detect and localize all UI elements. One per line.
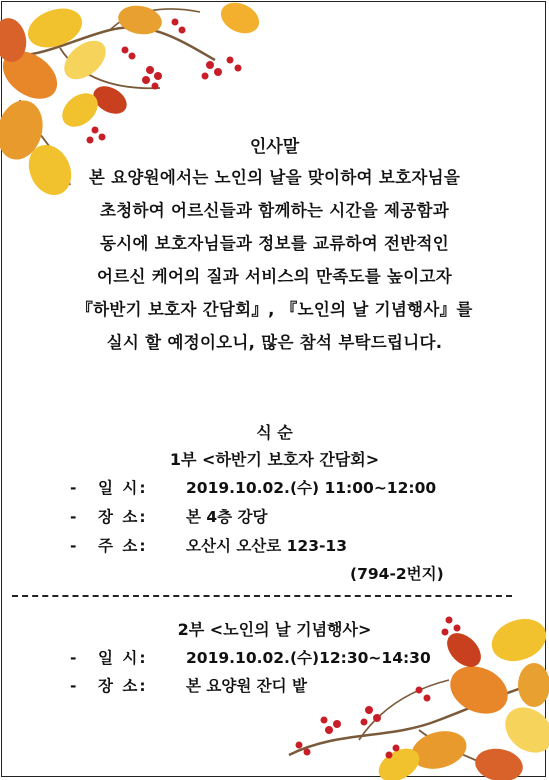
row-label: 장 소: — [98, 677, 148, 695]
row-label: 일 시: — [98, 649, 148, 667]
row-label: 장 소: — [98, 508, 148, 526]
row-value: 2019.10.02.(수)12:30~14:30 — [186, 649, 431, 667]
row-value: 본 4층 강당 — [186, 508, 268, 526]
greeting-line: 동시에 보호자님들과 정보를 교류하여 전반적인 — [100, 234, 449, 253]
part2-title: 2부 <노인의 날 기념행사> — [177, 620, 372, 639]
part1-place-row — [70, 505, 267, 527]
part1-date-row — [70, 476, 436, 498]
bullet-dash: - — [70, 649, 77, 667]
part1-address-row — [70, 534, 347, 556]
bullet-dash: - — [70, 677, 77, 695]
bullet-dash: - — [70, 479, 77, 497]
greeting-title: 인사말 — [249, 137, 300, 157]
row-value: 본 요양원 잔디 밭 — [186, 677, 308, 695]
row-label: 주 소: — [98, 537, 148, 555]
greeting-line: 실시 할 예정이오니, 많은 참석 부탁드립니다. — [106, 333, 443, 352]
address-lot-number: (794-2번지) — [350, 565, 444, 583]
greeting-line: 초청하여 어르신들과 함께하는 시간을 제공함과 — [100, 201, 449, 220]
part2-place-row — [70, 674, 307, 696]
schedule-title: 식 순 — [256, 423, 293, 442]
bullet-dash: - — [70, 508, 77, 526]
dashed-divider — [12, 595, 512, 597]
row-label: 일 시: — [98, 479, 148, 497]
greeting-line: 『하반기 보호자 간담회』, 『노인의 날 기념행사』를 — [76, 300, 473, 319]
greeting-line: 어르신 케어의 질과 서비스의 만족도를 높이고자 — [96, 267, 452, 286]
row-value: 2019.10.02.(수) 11:00~12:00 — [186, 479, 437, 497]
bullet-dash: - — [70, 537, 77, 555]
part2-date-row — [70, 646, 431, 668]
greeting-line: 본 요양원에서는 노인의 날을 맞이하여 보호자님을 — [88, 168, 461, 187]
part1-title: 1부 <하반기 보호자 간담회> — [169, 450, 380, 469]
row-value: 오산시 오산로 123-13 — [186, 537, 347, 555]
autumn-leaves-bottom-right — [269, 580, 549, 780]
